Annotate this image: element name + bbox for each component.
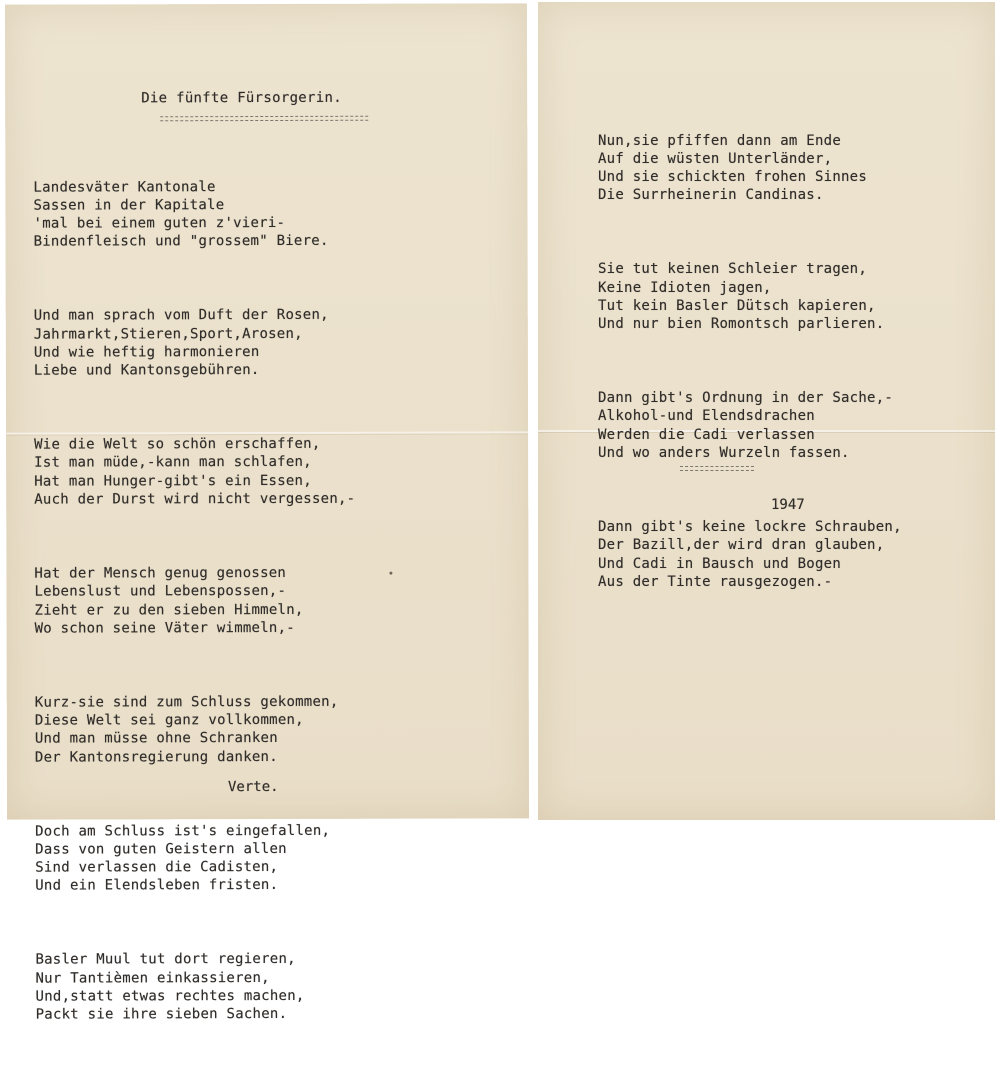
stanza: Sie tut keinen Schleier tragen, Keine Idioten jagen, Tut kein Basler Dütsch kapieren, Und nur bien Romontsch parlieren. [598, 261, 885, 333]
stanza: Dann gibt's keine lockre Schrauben, Der Bazill,der wird dran glauben, Und Cadi in Bausch und Bogen Aus der Tinte rausgezogen.- [598, 518, 902, 590]
stanza: Kurz-sie sind zum Schluss gekommen, Diese Welt sei ganz vollkommen, Und man müsse ohne Schranken Der Kantonsregierung danken. [34, 693, 339, 766]
poem-title: Die fünfte Fürsorgerin. [141, 89, 342, 107]
year-label: 1947 [771, 497, 805, 513]
stanza: Hat der Mensch genug genossen Lebenslust und Lebenspossen,- Zieht er zu den sieben Himmeln, Wo schon seine Väter wimmeln,- [34, 564, 304, 637]
right-page [538, 2, 995, 820]
stanza: Und man sprach vom Duft der Rosen, Jahrmarkt,Stieren,Sport,Arosen, Und wie heftig harmonieren Liebe und Kantonsgebühren. [33, 307, 329, 379]
title-underline [160, 116, 368, 122]
end-divider [680, 466, 754, 471]
stanza: Basler Muul tut dort regieren, Nur Tantièmen einkassieren, Und,statt etwas rechtes machen, Packt sie ihre sieben Sachen. [35, 951, 305, 1023]
verte-note: Verte. [227, 778, 279, 796]
stanza: Wie die Welt so schön erschaffen, Ist man müde,-kann man schlafen, Hat man Hunger-gibt's ein Essen, Auch der Durst wird nicht vergessen,- [34, 436, 356, 508]
left-poem-body [33, 141, 357, 1080]
stanza: Landesväter Kantonale Sassen in der Kapitale 'mal bei einem guten z'vieri- Bindenfleisch und "grossem" Biere. [33, 178, 329, 251]
stanza: Doch am Schluss ist's eingefallen, Dass von guten Geistern allen Sind verlassen die Cadisten, Und ein Elendsleben fristen. [35, 822, 331, 894]
stanza: Dann gibt's Ordnung in der Sache,- Alkohol-und Elendsdrachen Werden die Cadi verlassen Und wo anders Wurzeln fassen. [598, 390, 894, 462]
right-poem-body [598, 95, 902, 647]
stanza: Nun,sie pfiffen dann am Ende Auf die wüsten Unterländer, Und sie schickten frohen Sinnes Die Surrheinerin Candinas. [598, 132, 868, 204]
left-page [5, 3, 529, 1023]
ink-speck [389, 572, 392, 575]
